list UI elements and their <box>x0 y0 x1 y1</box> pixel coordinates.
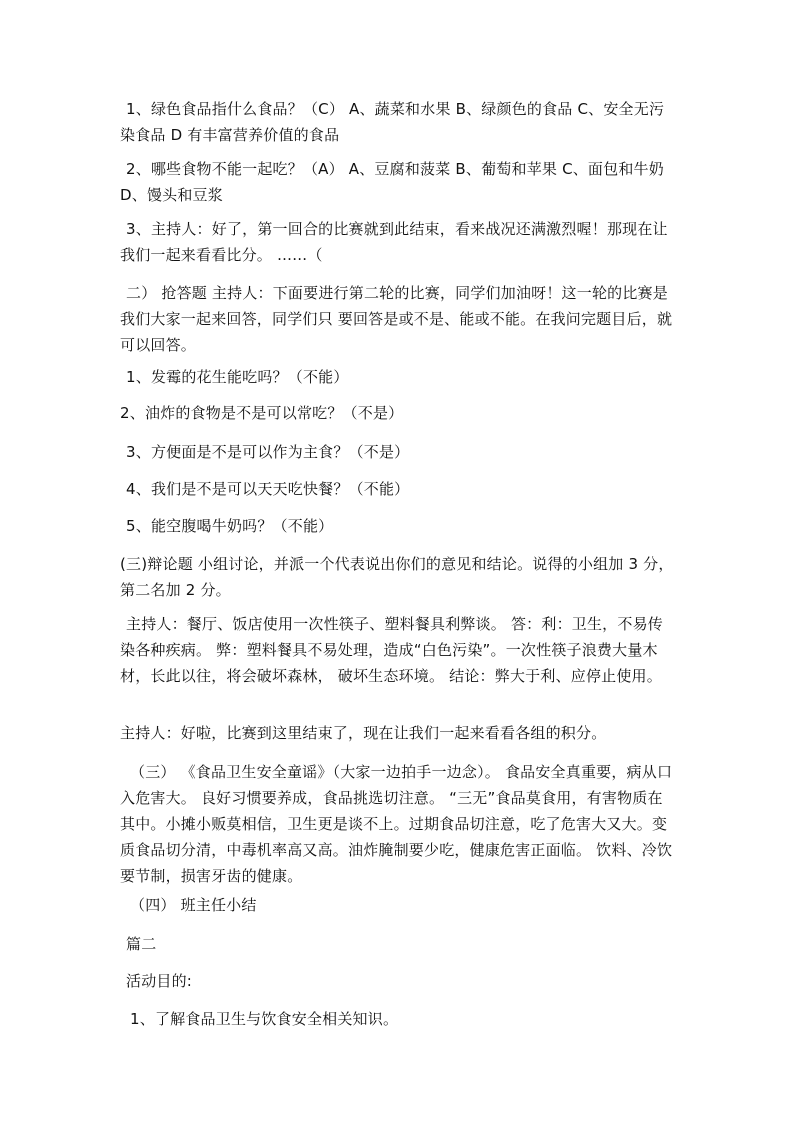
quick-question-4: 4、我们是不是可以天天吃快餐？（不能） <box>126 480 410 498</box>
host-round-one-end: 3、主持人：好了，第一回合的比赛就到此结束，看来战况还满激烈喔！那现在让我们一起来看看比分。 ……（ <box>120 220 668 264</box>
quiz-question-1: 1、绿色食品指什么食品？（C） A、蔬菜和水果 B、绿颜色的食品 C、安全无污染食品 D 有丰富营养价值的食品 <box>120 100 665 144</box>
food-safety-rhyme: （三） 《食品卫生安全童谣》（大家一边拍手一边念）。 食品安全真重要，病从口入危害大。 良好习惯要养成，食品挑选切注意。 “三无”食品莫食用，有害物质在其中。小摊小贩莫相信，卫生更是谈不上。过期食品切注意，吃了危害大又大。变质食品切分清，中毒机率高又高。油炸腌制要少吃，健康危害正面临。 饮料、冷饮要节制，损害牙齿的健康。 <box>120 763 673 885</box>
host-scores: 主持人：好啦，比赛到这里结束了，现在让我们一起来看看各组的积分。 <box>120 724 607 742</box>
section-quick-answer: 二） 抢答题 主持人：下面要进行第二轮的比赛，同学们加油呀！这一轮的比赛是我们大家一起来回答，同学们只 要回答是或不是、能或不能。在我问完题目后，就可以回答。 <box>120 284 673 354</box>
quick-question-1: 1、发霉的花生能吃吗？（不能） <box>126 368 349 386</box>
activity-goal-heading: 活动目的: <box>126 972 193 990</box>
section-debate: (三)辩论题 小组讨论，并派一个代表说出你们的意见和结论。说得的小组加 3 分，第二名加 2 分。 <box>120 555 674 599</box>
activity-goal-1: 1、了解食品卫生与饮食安全相关知识。 <box>130 1010 399 1028</box>
teacher-summary: （四） 班主任小结 <box>130 896 257 914</box>
quick-question-3: 3、方便面是不是可以作为主食？（不是） <box>126 443 410 461</box>
quick-question-5: 5、能空腹喝牛奶吗？（不能） <box>126 517 334 535</box>
debate-topic: 主持人：餐厅、饭店使用一次性筷子、塑料餐具利弊谈。 答：利：卫生，不易传染各种疾病。 弊：塑料餐具不易处理，造成“白色污染”。一次性筷子浪费大量木材，长此以往，将会破坏森林， 破坏生态环境。 结论：弊大于利、应停止使用。 <box>120 615 663 685</box>
quiz-question-2: 2、哪些食物不能一起吃？（A） A、豆腐和菠菜 B、葡萄和苹果 C、面包和牛奶 D、馒头和豆浆 <box>120 160 664 204</box>
quick-question-2: 2、油炸的食物是不是可以常吃？（不是） <box>120 404 404 422</box>
section-part-two: 篇二 <box>126 935 157 953</box>
